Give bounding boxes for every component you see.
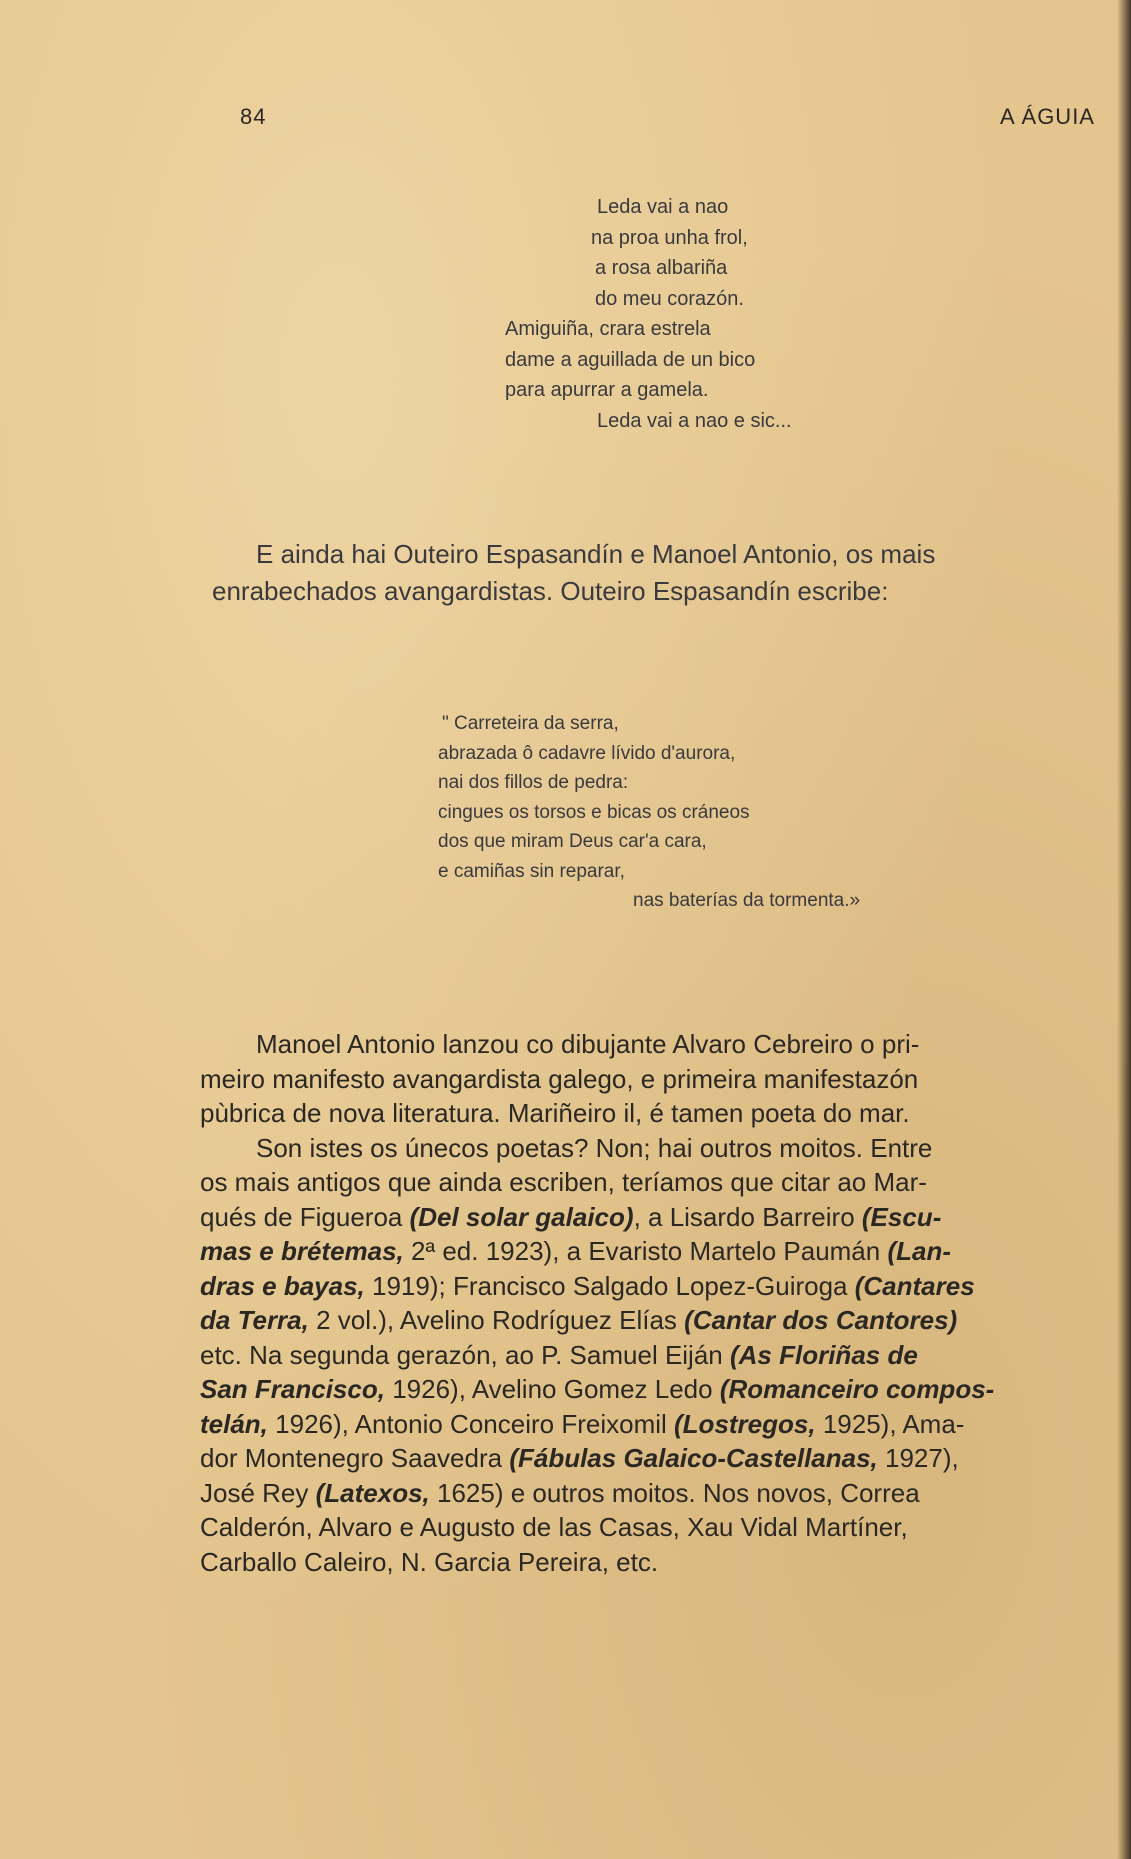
text-span: meiro manifesto avangardista galego, e primeira manifestazón <box>200 1063 919 1094</box>
paragraph-line <box>200 1234 1110 1269</box>
paragraph-line <box>200 1200 1110 1235</box>
poem-carreteira-da-serra <box>438 709 860 916</box>
book-title: (Lan- <box>887 1236 951 1266</box>
text-span: os mais antigos que ainda escriben, teríamos que citar ao Mar- <box>200 1167 927 1197</box>
text-span: Calderón, Alvaro e Augusto de las Casas, Xau Vidal Martíner, <box>200 1512 908 1542</box>
book-title: (As Floriñas de <box>729 1339 918 1370</box>
text-span: 2ª ed. 1923), a Evaristo Martelo Paumán <box>403 1236 888 1266</box>
paragraph-line <box>200 1096 1110 1131</box>
poem-line: cingues os torsos e bicas os cráneos <box>438 801 750 823</box>
page-header <box>240 104 1095 136</box>
poem-line: e camiñas sin reparar, <box>438 860 625 882</box>
text-span: , a Lisardo Barreiro <box>633 1201 862 1232</box>
text-span: 1927), <box>877 1443 959 1473</box>
text-span: dor Montenegro Saavedra <box>200 1443 510 1473</box>
text-span: Son istes os únecos poetas? Non; hai outros moitos. Entre <box>256 1132 933 1163</box>
paragraph-line <box>200 1269 1110 1304</box>
poem-line: abrazada ô cadavre lívido d'aurora, <box>438 742 736 764</box>
paragraph-line <box>200 1407 1110 1442</box>
poem-line: a rosa albariña <box>595 257 728 279</box>
paragraph-line <box>200 1476 1110 1511</box>
paragraph-intro <box>212 536 1096 610</box>
paragraph-line <box>256 1027 1110 1062</box>
text-span: José Rey <box>200 1477 316 1508</box>
paragraph-line <box>200 1303 1110 1338</box>
text-span: etc. Na segunda gerazón, ao P. Samuel Eiján <box>200 1339 730 1370</box>
paragraph-line <box>200 1510 1110 1545</box>
book-title: (Escu- <box>861 1201 942 1232</box>
book-title: (Latexos, <box>315 1477 430 1508</box>
poem-line: Leda vai a nao <box>597 196 729 218</box>
running-title: A ÁGUIA <box>999 104 1095 129</box>
text-span: 1919); Francisco Salgado Lopez-Guiroga <box>364 1270 855 1301</box>
poem-line: nas baterías da tormenta.» <box>633 890 861 911</box>
poem-line: dame a aguillada de un bico <box>505 348 756 371</box>
text-span: Carballo Caleiro, N. Garcia Pereira, etc. <box>200 1546 659 1577</box>
poem-line: dos que miram Deus car'a cara, <box>438 831 707 852</box>
book-title: telán, <box>200 1408 268 1439</box>
poem-line: do meu corazón. <box>595 287 744 310</box>
page-number: 84 <box>240 104 267 129</box>
book-title: (Cantar dos Cantores) <box>684 1305 958 1335</box>
paragraph-line <box>200 1338 1110 1373</box>
poem-line: para apurrar a gamela. <box>505 379 709 401</box>
paragraph-line <box>200 1545 1110 1580</box>
text-span: Manoel Antonio lanzou co dibujante Alvaro Cebreiro o pri- <box>256 1029 920 1059</box>
text-span: 1926), Avelino Gomez Ledo <box>384 1374 720 1404</box>
poem-line: nai dos fillos de pedra: <box>438 772 629 793</box>
poem-line: na proa unha frol, <box>591 226 748 249</box>
paragraph-line <box>200 1441 1110 1476</box>
paragraph-line: E ainda hai Outeiro Espasandín e Manoel Antonio, os mais <box>256 539 936 569</box>
poem-line: Amiguiña, crara estrela <box>505 318 711 340</box>
text-span: pùbrica de nova literatura. Mariñeiro il, é tamen poeta do mar. <box>200 1098 910 1128</box>
text-span: 2 vol.), Avelino Rodríguez Elías <box>308 1305 685 1335</box>
book-title: (Del solar galaico) <box>409 1201 634 1232</box>
book-title: dras e bayas, <box>200 1270 365 1301</box>
paragraph-line <box>200 1062 1110 1097</box>
paragraph-line <box>200 1372 1110 1407</box>
text-span: 1625) e outros moitos. Nos novos, Correa <box>429 1477 920 1508</box>
poem-line: " Carreteira da serra, <box>442 713 619 734</box>
book-title: (Cantares <box>854 1270 975 1301</box>
poem-leda-vai-a-nao <box>505 192 792 436</box>
paragraph-line <box>200 1165 1110 1200</box>
book-title: (Fábulas Galaico-Castellanas, <box>509 1443 878 1473</box>
poem-line: Leda vai a nao e sic... <box>597 409 792 432</box>
book-title: da Terra, <box>200 1305 309 1335</box>
book-title: (Romanceiro compos- <box>719 1374 995 1404</box>
paragraph-line: enrabechados avangardistas. Outeiro Espasandín escribe: <box>212 576 889 606</box>
page-edge-shadow <box>1117 0 1131 1859</box>
text-span: 1926), Antonio Conceiro Freixomil <box>267 1408 675 1439</box>
text-span: qués de Figueroa <box>200 1201 410 1232</box>
book-title: mas e brétemas, <box>200 1236 404 1266</box>
paragraph-poets-list <box>200 1027 1110 1579</box>
book-title: (Lostregos, <box>674 1408 816 1439</box>
paragraph-line <box>256 1131 1110 1166</box>
text-span: 1925), Ama- <box>815 1408 965 1439</box>
book-title: San Francisco, <box>200 1374 385 1404</box>
